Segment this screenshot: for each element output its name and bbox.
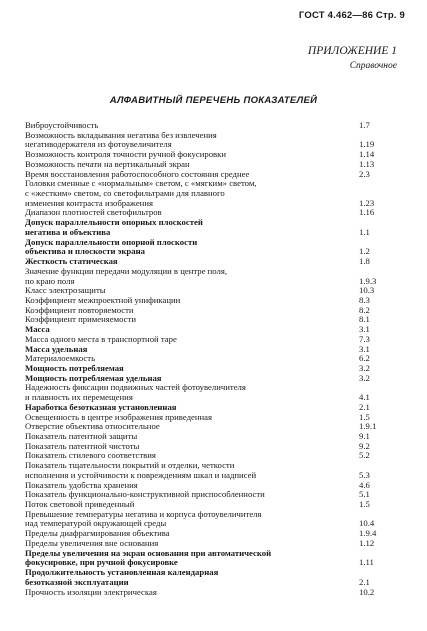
index-entry <box>25 208 397 218</box>
entry-text-line: Допуск параллельности опорных плоскостей <box>25 218 203 228</box>
index-entry <box>25 150 397 160</box>
index-entry <box>25 461 397 480</box>
entry-text-line: Коэффициент повторяемости <box>25 305 134 315</box>
entry-reference: 1.8 <box>359 256 370 267</box>
index-entry <box>25 238 397 257</box>
entry-text-line: Масса одного места в транспортной таре <box>25 334 177 344</box>
entry-text-line: Показатель патентной чистоты <box>25 441 140 451</box>
entry-reference: 6.2 <box>359 353 370 364</box>
index-entry <box>25 432 397 442</box>
entry-reference: 1.16 <box>359 207 375 218</box>
index-entry <box>25 306 397 316</box>
page-header: ГОСТ 4.462—86 Стр. 9 <box>298 10 405 21</box>
index-entry <box>25 500 397 510</box>
entry-text-line: Диапазон плотностей светофильтров <box>25 208 162 218</box>
entry-reference: 1.12 <box>359 537 375 548</box>
entry-text-line: Жесткость статическая <box>25 257 118 267</box>
index-list <box>25 121 397 597</box>
entry-text-line: с «жестким» светом, со светофильтрами для плавного <box>25 189 225 199</box>
index-entry <box>25 529 397 539</box>
entry-text-line: Виброустойчивость <box>25 121 99 130</box>
index-entry <box>25 257 397 267</box>
entry-reference: 2.1 <box>359 576 370 587</box>
entry-reference: 5.3 <box>359 469 370 480</box>
entry-text-line: Возможность печати на вертикальный экран <box>25 159 190 169</box>
index-entry <box>25 588 397 598</box>
entry-text-line: Показатель патентной защиты <box>25 432 138 441</box>
entry-text-line: над температурой окружающей среды <box>25 519 167 529</box>
index-entry <box>25 383 397 402</box>
entry-text-line: Надежность фиксации подвижных частей фотоувеличителя <box>25 383 246 393</box>
entry-reference: 10.3 <box>359 285 375 296</box>
entry-reference: 8.1 <box>359 314 370 325</box>
entry-reference: 1.5 <box>359 411 370 422</box>
entry-reference: 9.2 <box>359 440 370 451</box>
index-entry <box>25 490 397 500</box>
index-entry <box>25 121 397 131</box>
entry-text-line: Мощность потребляемая <box>25 363 124 373</box>
entry-text-line: Допуск параллельности опорной плоскости <box>25 237 198 247</box>
index-entry <box>25 131 397 150</box>
entry-reference: 1.9.1 <box>359 421 377 432</box>
index-entry <box>25 335 397 345</box>
entry-text-line: Освещенность в центре изображения приведенная <box>25 412 212 422</box>
index-entry <box>25 325 397 335</box>
entry-reference: 5.2 <box>359 450 370 461</box>
index-entry <box>25 170 397 180</box>
entry-text-line: Показатель тщательности покрытий и отделки, четкости <box>25 461 235 471</box>
index-entry <box>25 422 397 432</box>
index-entry <box>25 539 397 549</box>
entry-text-line: и плавность их перемещения <box>25 393 133 403</box>
index-entry <box>25 354 397 364</box>
index-entry <box>25 345 397 355</box>
entry-text-line: Масса удельная <box>25 344 88 354</box>
entry-text-line: Класс электрозащиты <box>25 286 106 296</box>
entry-text-line: Пределы увеличения вне основания <box>25 538 159 548</box>
index-entry <box>25 160 397 170</box>
entry-reference: 1.9.4 <box>359 528 377 539</box>
entry-text-line: фокусировке, при ручной фокусировке <box>25 558 178 568</box>
index-entry <box>25 568 397 587</box>
entry-text-line: Возможность контроля точности ручной фокусировки <box>25 150 227 160</box>
entry-reference: 1.1 <box>359 226 370 237</box>
index-entry <box>25 286 397 296</box>
entry-reference: 1.13 <box>359 158 375 169</box>
entry-reference: 5.1 <box>359 489 370 500</box>
entry-text-line: Мощность потребляемая удельная <box>25 373 162 383</box>
index-entry <box>25 364 397 374</box>
index-entry <box>25 179 397 208</box>
entry-reference: 10.4 <box>359 518 375 529</box>
entry-text-line: Головки сменные с «нормальным» светом, с «мягким» светом, <box>25 179 257 189</box>
appendix-subtitle: Справочное <box>349 61 397 71</box>
entry-text-line: Пределы диафрагмирования объектива <box>25 529 170 539</box>
entry-reference: 3.2 <box>359 372 370 383</box>
index-entry <box>25 413 397 423</box>
entry-text-line: Пределы увеличения на экран основания при автоматической <box>25 548 272 558</box>
entry-text-line: Время восстановления работоспособного состояния среднее <box>25 169 250 179</box>
index-entry <box>25 403 397 413</box>
appendix-title: ПРИЛОЖЕНИЕ 1 <box>307 45 397 57</box>
index-entry <box>25 442 397 452</box>
entry-reference: 1.14 <box>359 149 375 160</box>
entry-reference: 4.1 <box>359 392 370 403</box>
entry-reference: 1.19 <box>359 139 375 150</box>
index-entry <box>25 218 397 237</box>
entry-text-line: Прочность изоляции электрическая <box>25 587 157 597</box>
index-entry <box>25 510 397 529</box>
entry-reference: 1.5 <box>359 499 370 510</box>
index-entry <box>25 296 397 306</box>
entry-reference: 4.6 <box>359 479 370 490</box>
entry-reference: 8.2 <box>359 304 370 315</box>
entry-text-line: негативодержателя из фотоувеличителя <box>25 140 172 150</box>
entry-reference: 2.1 <box>359 401 370 412</box>
entry-reference: 1.11 <box>359 557 374 568</box>
entry-text-line: Масса <box>25 325 50 335</box>
index-entry <box>25 374 397 384</box>
entry-text-line: по краю поля <box>25 276 75 286</box>
entry-text-line: безотказной эксплуатации <box>25 577 129 587</box>
entry-reference: 10.2 <box>359 586 375 597</box>
entry-text-line: Продолжительность установленная календарная <box>25 568 219 578</box>
entry-reference: 1.9.3 <box>359 275 377 286</box>
entry-text-line: Поток световой приведенный <box>25 500 135 510</box>
entry-text-line: негатива и объектива <box>25 227 111 237</box>
entry-text-line: Показатель стилевого соответствия <box>25 451 156 461</box>
entry-reference: 3.1 <box>359 343 370 354</box>
entry-reference: 9.1 <box>359 431 370 441</box>
entry-reference: 8.3 <box>359 294 370 305</box>
entry-text-line: Возможность вкладывания негатива без извлечения <box>25 130 217 140</box>
entry-reference: 1.23 <box>359 197 375 208</box>
index-entry <box>25 267 397 286</box>
appendix-block <box>308 44 397 74</box>
entry-text-line: Материалоемкость <box>25 354 96 364</box>
entry-text-line: Коэффициент применяемости <box>25 315 136 325</box>
entry-text-line: объектива и плоскости экрана <box>25 247 145 257</box>
entry-text-line: Коэффициент межпроектной унификации <box>25 295 181 305</box>
entry-text-line: исполнения и устойчивости к повреждениям шкал и надписей <box>25 470 257 480</box>
entry-text-line: Показатель удобства хранения <box>25 480 138 490</box>
entry-reference: 2.3 <box>359 168 370 179</box>
entry-text-line: Наработка безотказная установленная <box>25 402 177 412</box>
entry-text-line: изменения контраста изображения <box>25 198 153 208</box>
entry-reference: 1.2 <box>359 246 370 257</box>
entry-text-line: Превышение температуры негатива и корпуса фотоувеличителя <box>25 509 262 519</box>
index-entry <box>25 451 397 461</box>
entry-reference: 7.3 <box>359 333 370 344</box>
entry-reference: 1.7 <box>359 120 370 130</box>
entry-text-line: Отверстие объектива относительное <box>25 422 160 432</box>
index-entry <box>25 549 397 568</box>
entry-reference: 3.1 <box>359 324 370 335</box>
index-entry <box>25 481 397 491</box>
entry-reference: 3.2 <box>359 362 370 373</box>
entry-text-line: Показатель функционально-конструктивной приспособленности <box>25 490 265 500</box>
document-title: АЛФАВИТНЫЙ ПЕРЕЧЕНЬ ПОКАЗАТЕЛЕЙ <box>109 95 318 106</box>
entry-text-line: Значение функции передачи модуляции в центре поля, <box>25 266 228 276</box>
index-entry <box>25 315 397 325</box>
